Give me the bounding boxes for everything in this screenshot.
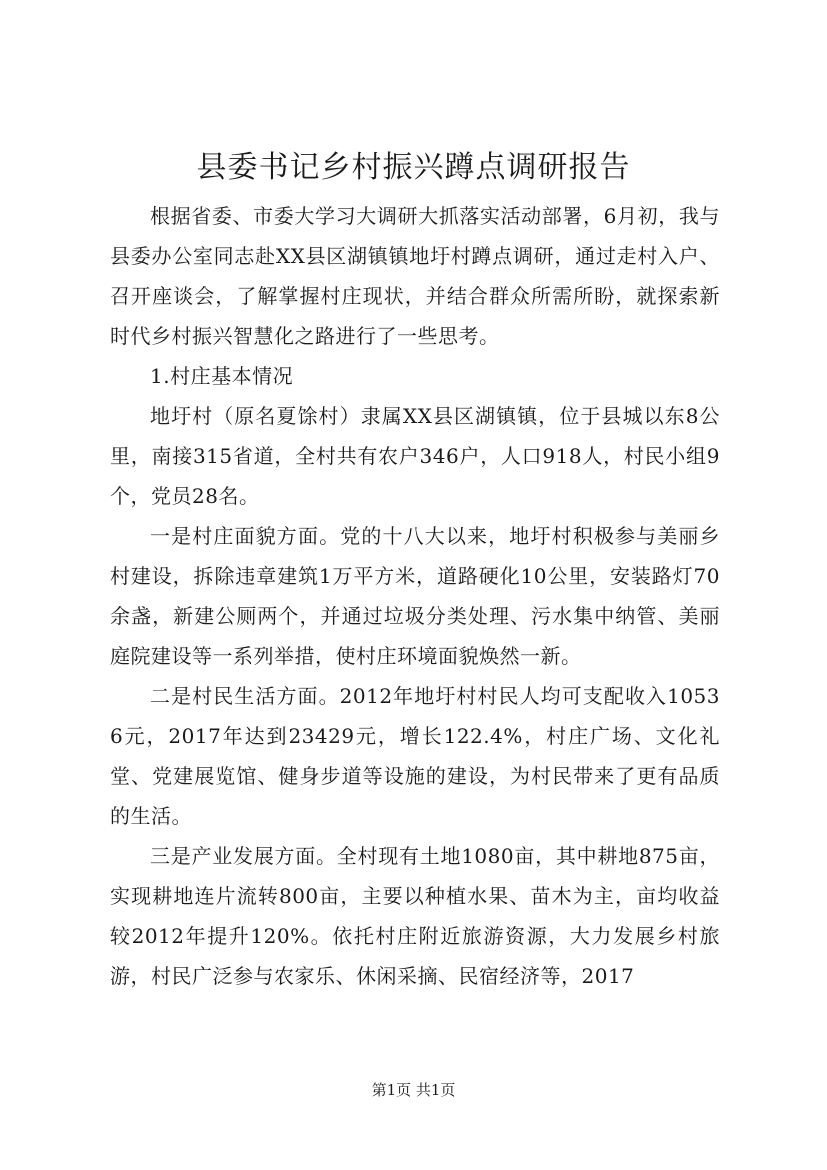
- paragraph-village-appearance: 一是村庄面貌方面。党的十八大以来，地圩村积极参与美丽乡村建设，拆除违章建筑1万平方米，道路硬化10公里，安装路灯70余盏，新建公厕两个，并通过垃圾分类处理、污水集中纳管、美丽庭院建设等一系列举措，使村庄环境面貌焕然一新。: [110, 524, 720, 668]
- paragraph-industry-development: 三是产业发展方面。全村现有土地1080亩，其中耕地875亩，实现耕地连片流转800亩，主要以种植水果、苗木为主，亩均收益较2012年提升120%。依托村庄附近旅游资源，大力发展乡村旅游，村民广泛参与农家乐、休闲采摘、民宿经济等，2017: [110, 844, 720, 988]
- section-heading-village-overview: 1.村庄基本情况: [150, 364, 294, 388]
- document-body: [110, 196, 720, 996]
- paragraph-villager-life: 二是村民生活方面。2012年地圩村村民人均可支配收入10536元，2017年达到23429元，增长122.4%，村庄广场、文化礼堂、党建展览馆、健身步道等设施的建设，为村民带来了更有品质的生活。: [110, 684, 720, 828]
- document-title: 县委书记乡村振兴蹲点调研报告: [196, 150, 631, 185]
- page-footer: 第1页 共1页: [371, 1081, 456, 1099]
- paragraph-village-location: 地圩村（原名夏馀村）隶属XX县区湖镇镇，位于县城以东8公里，南接315省道，全村共有农户346户，人口918人，村民小组9个，党员28名。: [110, 404, 720, 508]
- paragraph-intro: 根据省委、市委大学习大调研大抓落实活动部署，6月初，我与县委办公室同志赴XX县区湖镇镇地圩村蹲点调研，通过走村入户、召开座谈会，了解掌握村庄现状，并结合群众所需所盼，就探索新时代乡村振兴智慧化之路进行了一些思考。: [110, 204, 720, 348]
